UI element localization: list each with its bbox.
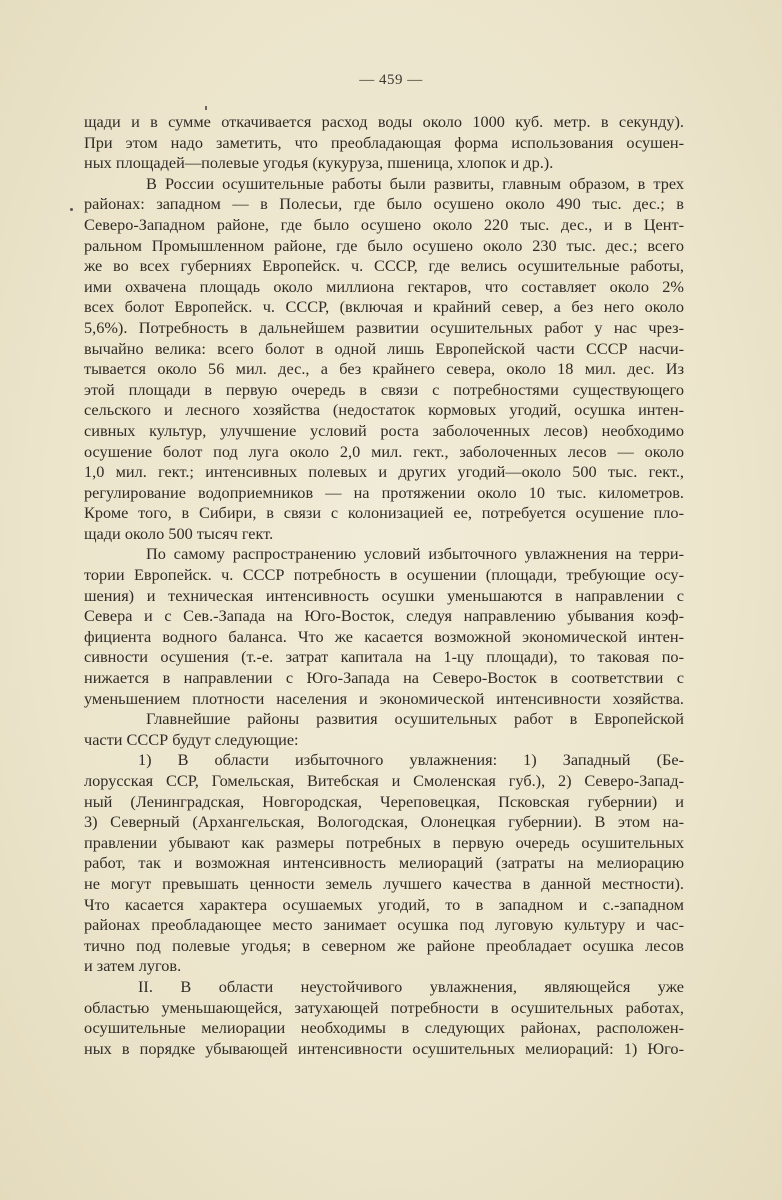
text-line: тично под полевые угодья; в северном же районе преобладает осушка лесов: [84, 935, 684, 955]
text-line: правлении убывают как размеры потребных в первую очередь осушительных: [84, 832, 684, 852]
text-line: уменьшением плотности населения и экономической интенсивности хозяйства.: [84, 688, 684, 708]
text-line: щади и в сумме откачивается расход воды около 1000 куб. метр. в секунду).: [84, 112, 684, 131]
text-line: ный (Ленинградская, Новгородская, Череповецкая, Псковская губернии) и: [84, 791, 684, 811]
text-line: Что касается характера осушаемых угодий, то в западном и с.-западном: [84, 894, 684, 914]
text-line: тории Европейск. ч. СССР потребность в осушении (площади, требующие осу-: [84, 565, 684, 585]
text-line: сивности осушения (т.-е. затрат капитала на 1-цу площади), то таковая по-: [84, 647, 684, 667]
text-line: сивных культур, улучшение условий роста заболоченных лесов) необходимо: [84, 420, 684, 440]
text-line: регулирование водоприемников — на протяжении около 10 тыс. километров.: [84, 482, 684, 502]
text-line: шения) и техническая интенсивность осушки уменьшаются в направлении с: [84, 585, 684, 605]
text-line: При этом надо заметить, что преобладающая форма использования осушен-: [84, 132, 684, 152]
text-line: ных в порядке убывающей интенсивности осушительных мелиораций: 1) Юго-: [84, 1038, 684, 1058]
text-line: осушение болот под луга около 2,0 мил. гект., заболоченных лесов — около: [84, 441, 684, 461]
text-line: тывается около 56 мил. дес., а без крайнего севера, около 18 мил. дес. Из: [84, 359, 684, 379]
text-line: лорусская ССР, Гомельская, Витебская и Смоленская губ.), 2) Северо-Запад-: [84, 771, 684, 790]
text-line: щади около 500 тысяч гект.: [84, 523, 274, 543]
text-line: работ, так и возможная интенсивность мелиораций (затраты на мелиорацию: [84, 853, 684, 873]
text-line: районах преобладающее место занимает осушка под луговую культуру и час-: [84, 915, 684, 935]
text-line: ими охвачена площадь около миллиона гектаров, что составляет около 2%: [84, 276, 684, 296]
text-line: этой площади в первую очередь в связи с потребностями существующего: [84, 379, 684, 399]
text-line: и затем лугов.: [84, 956, 182, 976]
text-line: сельского и лесного хозяйства (недостаток кормовых угодий, осушка интен-: [84, 400, 684, 420]
ink-speck: [205, 106, 207, 110]
text-line: Главнейшие районы развития осушительных работ в Европейской: [146, 709, 684, 729]
body-text: [84, 112, 684, 1059]
text-line: части СССР будут следующие:: [84, 729, 299, 749]
page-number: — 459 —: [359, 72, 423, 88]
text-line: В России осушительные работы были развиты, главным образом, в трех: [146, 173, 684, 193]
text-line: осушительные мелиорации необходимы в следующих районах, расположен-: [84, 1018, 684, 1038]
text-line: не могут превышать ценности земель лучшего качества в данной местности).: [84, 873, 684, 893]
text-line: всех болот Европейск. ч. СССР, (включая и крайний север, а без него около: [84, 297, 684, 317]
text-line: вычайно велика: всего болот в одной лишь Европейской части СССР насчи-: [84, 338, 684, 358]
text-line: 3) Северный (Архангельская, Вологодская, Олонецкая губернии). В этом на-: [84, 812, 684, 832]
text-line: ральном Промышленном районе, где было осушено около 230 тыс. дес.; всего: [84, 235, 684, 255]
text-line: же во всех губерниях Европейск. ч. СССР, где велись осушительные работы,: [84, 256, 684, 276]
text-line: Северо-Западном районе, где было осушено около 220 тыс. дес., и в Цент-: [84, 214, 684, 234]
text-line: 1,0 мил. гект.; интенсивных полевых и других угодий—около 500 тыс. гект.,: [84, 462, 684, 482]
text-line: ных площадей—полевые угодья (кукуруза, пшеница, хлопок и др.).: [84, 153, 554, 173]
text-line: По самому распространению условий избыточного увлажнения на терри-: [146, 544, 684, 564]
text-line: районах: западном — в Полесьи, где было осушено около 490 тыс. дес.; в: [84, 194, 684, 214]
text-line: 1) В области избыточного увлажнения: 1) Западный (Бе-: [138, 750, 684, 770]
text-line: областью уменьшающейся, затухающей потребности в осушительных работах,: [84, 997, 684, 1017]
text-line: II. В области неустойчивого увлажнения, являющейся уже: [138, 976, 684, 996]
text-line: Севера и с Сев.-Запада на Юго-Восток, следуя направлению убывания коэф-: [84, 606, 684, 626]
margin-dot: [70, 208, 73, 211]
text-line: Кроме того, в Сибири, в связи с колонизацией ее, потребуется осушение пло-: [84, 503, 684, 523]
text-line: 5,6%). Потребность в дальнейшем развитии осушительных работ у нас чрез-: [84, 317, 684, 337]
text-line: фициента водного баланса. Что же касается возможной экономической интен-: [84, 626, 684, 646]
text-line: нижается в направлении с Юго-Запада на Северо-Восток в соответствии с: [84, 668, 684, 688]
